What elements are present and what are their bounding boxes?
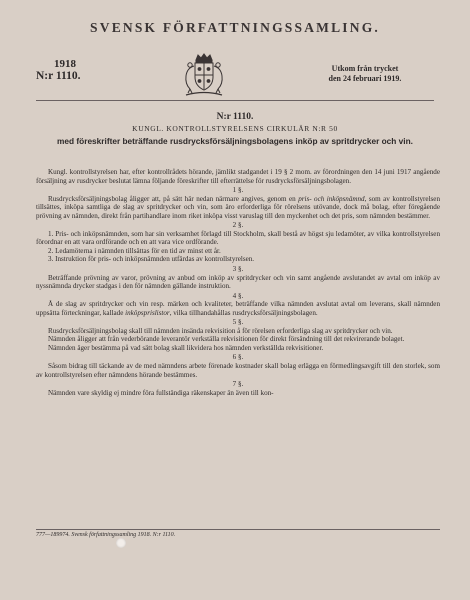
publication-date: [300, 64, 430, 84]
swedish-coat-of-arms-icon: [178, 52, 230, 98]
masthead-year: 1918: [54, 58, 76, 70]
section-1-text-a: Rusdrycksförsäljningsbolag åligger att, på sätt här nedan närmare angives, genom en: [48, 194, 299, 203]
section-1-emphasis: pris- och inköpsnämnd: [298, 194, 365, 203]
section-5-paragraph-2: Nämnden åligger att från vederbörande leverantör verkställa rekvisitionen för direkt försändning till det rekvirerande bolaget.: [48, 335, 405, 344]
section-1-heading: 1 §.: [232, 186, 244, 195]
section-6-heading: 6 §.: [232, 353, 244, 362]
section-7-heading: 7 §.: [232, 380, 244, 389]
section-6-paragraph: Såsom bidrag till täckande av de med nämndens arbete förenade kostnader skall bolag erlägga en förmedlingsavgift till den storlek, som av kontrollstyrelsen efter nämndens hörande bestämmes.: [36, 362, 440, 379]
document-issuer: KUNGL. KONTROLLSTYRELSENS CIRKULÄR N:R 50: [132, 124, 338, 133]
section-1-paragraph: [36, 195, 440, 221]
intro-paragraph: Kungl. kontrollstyrelsen har, efter kontrollrådets hörande, jämlikt stadgandet i 19 § 2 mom. av förordningen den 14 juni 1917 angående försäljning av rusdrycker beslutat lämna följande föreskrifter till efterrättelse för rusdrycksförsäljningsbolagen.: [36, 168, 440, 185]
section-2-paragraph-3: 3. Instruktion för pris- och inköpsnämnden utfärdas av kontrollstyrelsen.: [48, 255, 255, 264]
section-4-text-a: Å de slag av spritdrycker och vin resp. märken och kvaliteter, beträffande vilka nämnden avslutat avtal om leverans, skall nämnden uppsätta förteckningar, kallade: [36, 300, 440, 317]
punch-hole: [116, 538, 126, 548]
section-2-heading: 2 §.: [232, 221, 244, 230]
section-3-heading: 3 §.: [232, 265, 244, 274]
document-title: med föreskrifter beträffande rusdrycksförsäljningsbolagens inköp av spritdrycker och vin.: [57, 136, 413, 146]
section-4-paragraph: [36, 300, 440, 317]
section-7-paragraph: Nämnden vare skyldig ej mindre föra fullständiga räkenskaper än även till kon-: [48, 388, 274, 397]
publication-date-line2: den 24 februari 1919.: [328, 74, 402, 83]
masthead-issue: N:r 1110.: [36, 70, 81, 82]
section-5-heading: 5 §.: [232, 318, 244, 327]
section-4-text-b: , vilka tillhandahållas rusdrycksförsäljningsbolagen.: [169, 308, 318, 317]
document-number: N:r 1110.: [216, 112, 254, 122]
section-4-emphasis: inköpsprislistor: [125, 308, 170, 317]
section-4-heading: 4 §.: [232, 291, 244, 300]
section-3-paragraph: Beträffande prövning av varor, prövning av anbud om inköp av spritdrycker och vin samt angående avslutandet av avtal om inköp av nyssnämnda drycker stadgas i den för nämnden gällande instruktion.: [36, 273, 440, 291]
footer-divider: [36, 529, 440, 530]
document-body: [36, 168, 440, 397]
section-1-text-b: , som av kontrollstyrelsen tillsättes, inköpa samtliga de slag av spritdrycker och vin, som äro erforderliga för rörelsens utövande, dock må bolag, efter föregående prövning av nämnden, direkt från partihandlare inom riket inköpa visst varuslag till den myckenhet och det pris, som nämnden bestämmer.: [36, 194, 440, 220]
section-2-paragraph-2: 2. Ledamöterna i nämnden tillsättas för en tid av minst ett år.: [48, 246, 221, 255]
section-5-paragraph-3: Nämnden äger bestämma på vad sätt bolag skall likvidera hos nämnden verkställda rekvisitioner.: [48, 343, 324, 352]
publication-date-line1: Utkom från trycket: [331, 64, 399, 73]
header-divider: [36, 100, 434, 101]
section-2-paragraph-1: 1. Pris- och inköpsnämnden, som har sin verksamhet förlagd till Stockholm, skall bestå av högst sju ledamöter, av vilka kontrollstyrelsen förordnar en att vara ordförande och en att vara vice ordförande.: [36, 229, 440, 247]
section-5-paragraph-1: Rusdrycksförsäljningsbolag skall till nämnden insända rekvisition å för rörelsen erforderliga slag av spritdrycker och vin.: [48, 326, 393, 335]
printer-line: 777—189974. Svensk författningssamling 1918. N:r 1110.: [36, 532, 176, 538]
masthead-title: SVENSK FÖRFATTNINGSSAMLING.: [90, 20, 380, 35]
